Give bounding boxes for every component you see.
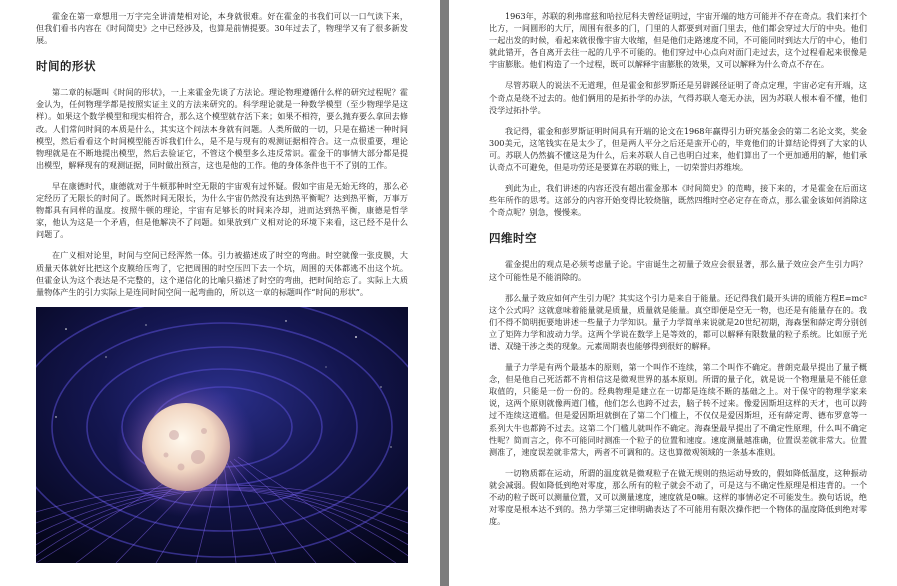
paragraph: 我记得，霍金和彭罗斯证明时间具有开端的论文在1968年赢得引力研究基金会的第二名论文奖，奖金300美元，这笔钱实在是太少了，但是两人平分之后还是蛮开心的，毕竟他们的计算结论得到了大家的认可。苏联人仍然搞不懂这是为什么，后来苏联人自己也明白过来，他们算出了一个更加通用的解，他们承认奇点不可避免，但是功劳还是要算在苏联的账上，一切荣誉归苏维埃。 [489, 125, 867, 173]
paragraph: 1963年，苏联的利弗席兹和哈拉尼科夫曾经证明过，宇宙开端的地方可能并不存在奇点。我们来打个比方，一间圆形的大厅，周围有很多的门，门里的人都要到对面门里去，他们都会穿过大厅的中央。他们一起出发的时候，看起来就很像宇宙大收缩，但是他们走路速度不同，不可能同时到达大厅的中心，他们就此错开，各自离开去往一起的几乎不可能的。他们穿过中心点向对面门走过去，这个过程看起来很像是宇宙膨胀。他们构造了一个过程，既可以解释宇宙膨胀的效果，又可以解释为什么奇点不存在。 [489, 11, 867, 70]
section-title-shape-of-time: 时间的形状 [36, 59, 96, 74]
paragraph: 尽管苏联人的说法不无道理，但是霍金和彭罗斯还是另辟蹊径证明了奇点定理，宇宙必定有开端，这个奇点是绕不过去的。他们俩用的是拓扑学的办法，气得苏联人毫无办法，因为苏联人根本看不懂，他们没学过拓扑学。 [489, 80, 867, 115]
paragraph: 霍金提出的观点是必须考虑量子论。宇宙诞生之初量子效应会很显著，那么量子效应会产生引力吗？这个可能性是不能消除的。 [489, 259, 867, 282]
right-page [449, 0, 897, 586]
section-title-4d-spacetime: 四维时空 [489, 231, 537, 246]
paragraph: 第二章的标题叫《时间的形状》，一上来霍金先谈了方法论。理论物理遵循什么样的研究过程呢？霍金认为，任何物理学都是按照实证主义的方法来研究的。科学理论就是一种数学模型（至少物理学是这样）。如果这个数学模型和现实相符合，那么这个模型就存活下来；如果不相符，要么抛弃要么拿回去修改。人们常问时间的本质是什么，其实这个问法本身就有问题。人类所做的一切，只是在描述一种时间模型，然后看看这个时间模型能否诉我们什么，是不是与现有的观测证据相符合。这一点很重要，理论物理就是在不断地提出模型，然后去验证它，不管这个模型多么违反常识。霍金干的事情大部分都是提出模型，解释现有的观测证据，同时做出预言，这也是他的工作。他的身体条件也干不了别的工作。 [36, 87, 408, 170]
page-gutter [440, 0, 449, 586]
left-page [0, 0, 440, 586]
spacetime-curvature-illustration [36, 307, 408, 563]
paragraph: 量子力学是有两个最基本的原则，第一个叫作不连续，第二个叫作不确定。普朗克最早提出了量子概念，但是他自己死活都不肯相信这是微观世界的基本原则。所谓的量子化，就是说一个物理量是不能任意取值的，只能是一份一份的。经典物理是建立在一切都是连续不断的基础之上。对于保守的物理学家来说，这两个原则就像两道门槛，他们怎么也跨不过去，脑子转不过来。像爱因斯坦这样的天才，也可以跨过不连续这道槛。但是爱因斯坦就倒在了第二个门槛上，不仅仅是爱因斯坦，还有薛定谔、德布罗意等一系列大牛也都跨不过去。这第二个门槛儿就叫作不确定。海森堡最早提出了不确定性原理，什么叫不确定性呢？简而言之，你不可能同时测准一个粒子的位置和速度。速度测量越准确，位置误差就非常大。位置测准了，速度误差就非常大，两者不可调和的。这也算微观领域的一条基本准则。 [489, 362, 867, 457]
paragraph: 那么量子效应如何产生引力呢？其实这个引力是来自于能量。还记得我们最开头讲的质能方程E=mc²这个公式吗？这就意味着能量就是质量，质量就是能量。真空即便是空无一物，也还是有能量存在的。我们不得不简明扼要地讲述一些量子力学知识。量子力学简单来说就是20世纪初期，海森堡和薛定谔分别创立了矩阵力学和波动力学。这两个学说在数学上是等效的，都可以解释有限数量的粒子系统。比如原子光谱、双缝干涉之类的现象。元素周期表也能够得到很好的解释。 [489, 292, 867, 351]
paragraph: 在广义相对论里，时间与空间已经浑然一体。引力被描述成了时空的弯曲。时空就像一张皮膜，大质量天体就好比把这个皮膜给压弯了，它把周围的时空压凹下去一个坑，周围的天体都逃不出这个坑。但霍金认为这个表达是不完整的，这个递信化的比喻只描述了时空的弯曲，把时间给忘了。实际上大质量物体产生的引力实际上是连同时间空间一起弯曲的，所以这一章的标题叫作“时间的形状”。 [36, 250, 408, 297]
paragraph: 一切物质都在运动，所谓的温度就是微观粒子在做无规则的热运动导致的，假如降低温度，这种振动就会减弱。假如降低到绝对零度，那么所有的粒子就会不动了，可是这与不确定性原理是相违背的。一个不动的粒子既可以测量位置，又可以测量速度，速度就是0嘛。这样的事情必定不可能发生。换句话说，绝对零度是根本达不到的。热力学第三定律明确表达了不可能用有限次操作把一个物体的温度降低到绝对零度。 [489, 467, 867, 527]
intro-paragraph: 霍金在第一章想用一万字完全讲清楚相对论，本身就很难。好在霍金的书我们可以一口气读下来，但我们看书内容在《时间简史》之中已经涉及，也算是前情提要。30年过去了，物理学又有了很多新发展。 [36, 11, 408, 46]
paragraph: 早在康德时代，康德就对于牛顿那种时空无限的宇宙观有过怀疑。假如宇宙是无始无终的，那么必定经历了无限长的时间了。既然时间无限长，为什么宇宙仍然没有达到热平衡呢？达到热平衡，万事万物都具有同样的温度。按照牛顿的理论，宇宙有足够长的时间来冷却，进而达到热平衡，康德是哲学家，他认为这是一个矛盾，但是他解决不了问题。如果放到广义相对论的环境下来看，这已经不是什么问题了。 [36, 180, 408, 240]
paragraph: 到此为止，我们讲述的内容还没有超出霍金那本《时间简史》的范畴，接下来的，才是霍金在后面这些年所作的思考。这部分的内容开始变得比较烧脑，既然四维时空必定存在奇点，那么霍金该如何消除这个奇点呢？别急，慢慢来。 [489, 183, 867, 218]
